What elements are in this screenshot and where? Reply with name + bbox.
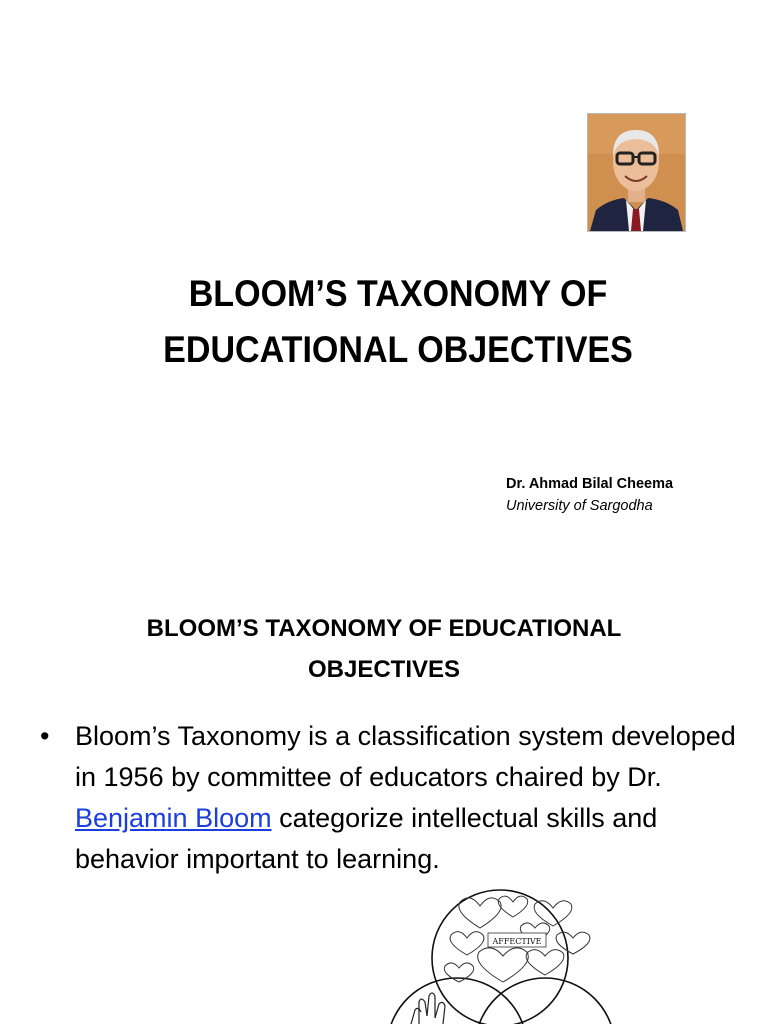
title-line-1: BLOOM’S TAXONOMY OF: [188, 273, 608, 314]
bullet-list: [40, 716, 740, 880]
portrait-image: [588, 114, 685, 231]
lower-left-circle: [387, 978, 527, 1024]
content-slide: [0, 576, 768, 1024]
heading-line-2: OBJECTIVES: [307, 656, 461, 683]
benjamin-bloom-link[interactable]: Benjamin Bloom: [75, 803, 272, 833]
title-line-2: EDUCATIONAL OBJECTIVES: [163, 329, 633, 370]
heading-line-1: BLOOM’S TAXONOMY OF EDUCATIONAL: [146, 615, 622, 642]
slide-heading: [0, 608, 768, 690]
bullet-text-start: Bloom’s Taxonomy is a classification system developed in 1956 by committee of educators chaired by Dr.: [75, 721, 736, 792]
bullet-text-end: categorize intellectual skills and behavior important to learning.: [75, 803, 658, 874]
author-name: Dr. Ahmad Bilal Cheema: [506, 476, 674, 492]
hand-icon: [411, 993, 445, 1024]
benjamin-bloom-portrait: [587, 113, 686, 232]
bullet-icon: •: [40, 721, 50, 751]
affective-label: AFFECTIVE: [492, 937, 542, 946]
author-block: [506, 473, 673, 517]
author-university: University of Sargodha: [506, 498, 653, 514]
lower-right-circle: [475, 978, 615, 1024]
bullet-item: [40, 716, 740, 880]
domains-venn-diagram: [385, 876, 615, 1024]
presentation-title: [32, 266, 764, 378]
